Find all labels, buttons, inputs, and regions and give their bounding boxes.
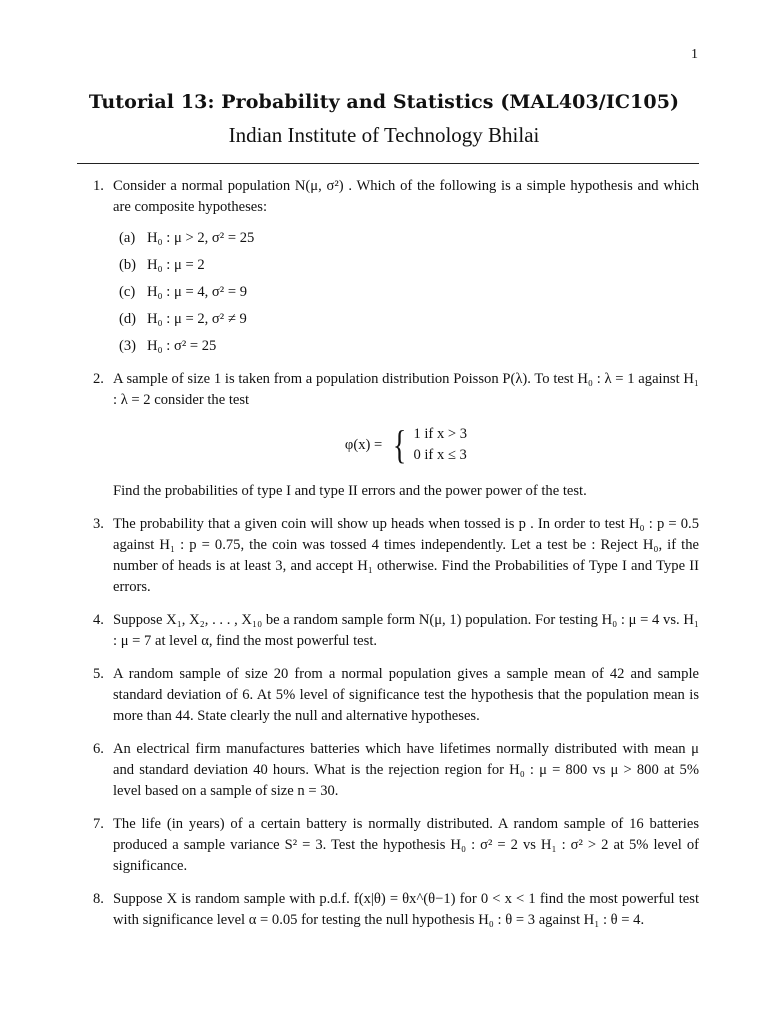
left-brace-icon: { [393, 422, 407, 467]
sub-part-label: (b) [119, 257, 137, 273]
sub-part-text: H₀ : μ > 2, σ² = 25 [147, 230, 255, 246]
horizontal-rule [77, 163, 699, 164]
question-text: An electrical firm manufactures batteries which have lifetimes normally distributed with mean μ and standard deviation 40 hours. What is the rejection region for H₀ : μ = 800 vs μ > 800 at 5% level based on a sample of size n = 30. [113, 741, 699, 799]
question-text: The life (in years) of a certain battery is normally distributed. A random sample of 16 batteries produced a sample variance S² = 3. Test the hypothesis H₀ : σ² = 2 vs H₁ : σ² > 2 at 5% level of significance. [113, 816, 699, 874]
question-8 [93, 889, 699, 931]
question-2 [93, 369, 699, 502]
question-text: Suppose X₁, X₂, . . . , X₁₀ be a random sample form N(μ, 1) population. For testing H₀ : μ = 4 vs. H₁ : μ = 7 at level α, find the most powerful test. [113, 612, 699, 649]
sub-part-label: (a) [119, 230, 136, 246]
question-number: 4. [93, 612, 104, 628]
question-list [93, 176, 699, 943]
sub-part-text: H₀ : μ = 4, σ² = 9 [147, 284, 247, 300]
sub-part-list [113, 228, 699, 357]
formula-case: 1 if x > 3 [413, 426, 468, 442]
question-6 [93, 739, 699, 802]
question-text: The probability that a given coin will show up heads when tossed is p . In order to test H₀ : p = 0.5 against H₁ : p = 0.75, the coin was tossed 4 times independently. Let a test be : Reject H₀, if the number of heads is at least 3, and accept H₁ otherwise. Find the Probabilities of Type I and Type II errors. [113, 516, 699, 595]
question-7 [93, 814, 699, 877]
sub-part [113, 228, 699, 249]
question-number: 6. [93, 741, 104, 757]
sub-part-label: (3) [119, 338, 137, 354]
question-number: 7. [93, 816, 104, 832]
question-text: A sample of size 1 is taken from a population distribution Poisson P(λ). To test H₀ : λ = 1 against H₁ : λ = 2 consider the test [113, 371, 699, 408]
question-1 [93, 176, 699, 357]
formula-case: 0 if x ≤ 3 [413, 447, 467, 463]
question-followup: Find the probabilities of type I and type II errors and the power power of the test. [113, 483, 587, 499]
sub-part [113, 309, 699, 330]
sub-part-text: H₀ : σ² = 25 [147, 338, 217, 354]
question-number: 1. [93, 178, 104, 194]
page-title: Tutorial 13: Probability and Statistics (MAL403/IC105) [88, 91, 680, 113]
sub-part-label: (c) [119, 284, 136, 300]
sub-part [113, 282, 699, 303]
page-subtitle: Indian Institute of Technology Bhilai [228, 123, 540, 147]
sub-part-label: (d) [119, 311, 137, 327]
question-number: 3. [93, 516, 104, 532]
question-5 [93, 664, 699, 727]
question-4 [93, 610, 699, 652]
question-number: 8. [93, 891, 104, 907]
question-text: Consider a normal population N(μ, σ²) . Which of the following is a simple hypothesis and which are composite hypotheses: [113, 178, 699, 215]
formula-lhs: φ(x) = [344, 436, 383, 453]
page-number: 1 [691, 47, 698, 62]
sub-part [113, 255, 699, 276]
question-number: 5. [93, 666, 104, 682]
question-text: Suppose X is random sample with p.d.f. f(x|θ) = θx^(θ−1) for 0 < x < 1 find the most powerful test with significance level α = 0.05 for testing the null hypothesis H₀ : θ = 3 against H₁ : θ = 4. [113, 891, 699, 928]
piecewise-formula [113, 423, 699, 467]
question-text: A random sample of size 20 from a normal population gives a sample mean of 42 and sample standard deviation of 6. At 5% level of significance test the hypothesis that the population mean is more than 44. State clearly the null and alternative hypotheses. [113, 666, 699, 724]
sub-part-text: H₀ : μ = 2, σ² ≠ 9 [147, 311, 247, 327]
question-3 [93, 514, 699, 598]
sub-part [113, 336, 699, 357]
formula-cases [413, 424, 467, 466]
question-number: 2. [93, 371, 104, 387]
sub-part-text: H₀ : μ = 2 [147, 257, 205, 273]
